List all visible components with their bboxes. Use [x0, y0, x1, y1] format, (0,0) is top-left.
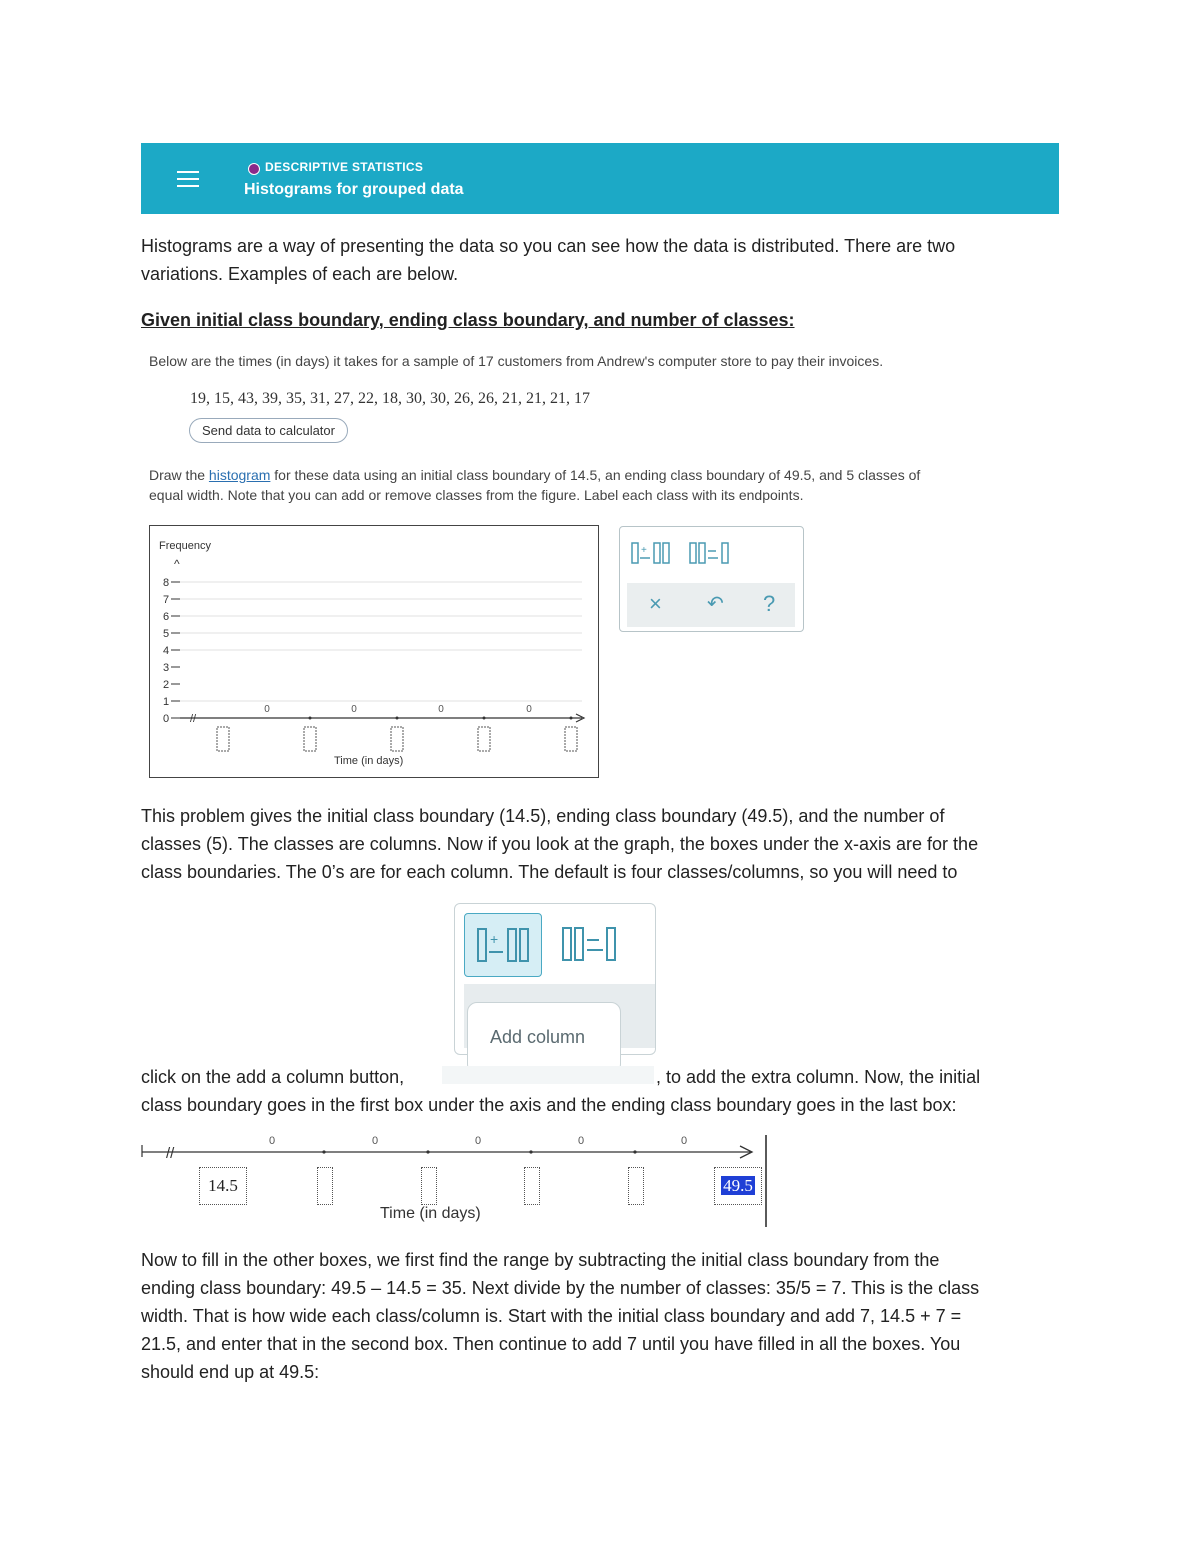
last-boundary-box[interactable] — [714, 1167, 762, 1205]
boundary-dot — [322, 1150, 325, 1153]
topic-banner — [141, 143, 1059, 214]
boundary-box[interactable] — [628, 1167, 644, 1205]
boundary-box[interactable] — [391, 727, 403, 751]
y-tick-label: 0 — [163, 713, 170, 725]
column-value: 0 — [264, 704, 270, 715]
final-line-5: should end up at 49.5: — [141, 1362, 320, 1382]
problem-prompt: Below are the times (in days) it takes for a sample of 17 customers from Andrew's computer store to pay their invoices. — [149, 353, 884, 369]
histogram-link[interactable]: histogram — [208, 467, 271, 483]
section-heading: Given initial class boundary, ending class boundary, and number of classes: — [141, 310, 795, 330]
final-line-4: 21.5, and enter that in the second box. Then continue to add 7 until you have filled in all the boxes. You — [141, 1334, 961, 1354]
first-boundary-box[interactable]: 14.5 — [199, 1167, 247, 1205]
column-value: 0 — [351, 704, 357, 715]
button-image-placeholder — [442, 1066, 654, 1084]
axis-break-icon: // — [190, 713, 197, 725]
tool-actions-row — [627, 583, 795, 627]
column-value: 0 — [438, 704, 444, 715]
problem-data: 19, 15, 43, 39, 35, 31, 27, 22, 18, 30, 30, 26, 26, 21, 21, 21, 17 — [190, 390, 590, 407]
remove-column-icon[interactable] — [688, 539, 736, 567]
add-column-icon[interactable] — [630, 539, 678, 567]
column-value: 0 — [577, 1135, 585, 1147]
explanation-line-1: This problem gives the initial class boundary (14.5), ending class boundary (49.5), and the number of — [141, 806, 945, 826]
svg-text:+: + — [641, 545, 647, 556]
boundary-box[interactable] — [304, 727, 316, 751]
svg-text:+: + — [490, 931, 499, 947]
final-line-2: ending class boundary: 49.5 – 14.5 = 35. Next divide by the number of classes: 35/5 = 7. This is the class — [141, 1278, 980, 1298]
click-line-before: click on the add a column button, — [141, 1067, 405, 1087]
column-value: 0 — [371, 1135, 379, 1147]
instruction-rest: for these data using an initial class boundary of 14.5, an ending class boundary of 49.5, and 5 classes of — [270, 467, 921, 483]
add-column-icon — [465, 914, 541, 976]
y-tick-label: 8 — [163, 577, 170, 589]
boundary-dot — [426, 1150, 429, 1153]
explanation-line-3: class boundaries. The 0’s are for each column. The default is four classes/columns, so you will need to — [141, 862, 958, 882]
add-column-tooltip-screenshot — [454, 903, 656, 1055]
remove-column-icon[interactable] — [555, 922, 625, 984]
y-tick-label: 6 — [163, 611, 170, 623]
boundary-dot — [570, 717, 573, 720]
instruction-prefix: Draw the — [149, 467, 209, 483]
undo-icon[interactable]: ↶ — [707, 593, 724, 615]
click-line-after: , to add the extra column. Now, the initial — [656, 1067, 981, 1087]
final-line-1: Now to fill in the other boxes, we first find the range by subtracting the initial class boundary from the — [141, 1250, 940, 1270]
column-value: 0 — [680, 1135, 688, 1147]
tooltip-label: Add column — [467, 1002, 621, 1074]
add-column-button[interactable] — [464, 913, 542, 977]
intro-line-1: Histograms are a way of presenting the data so you can see how the data is distributed. There are two — [141, 236, 956, 256]
click-line-2: class boundary goes in the first box under the axis and the ending class boundary goes in the last box: — [141, 1095, 957, 1115]
instruction-line-1 — [149, 467, 920, 483]
topic-title: Histograms for grouped data — [244, 181, 464, 198]
column-values — [264, 704, 532, 715]
y-ticks — [163, 577, 180, 725]
final-line-3: width. That is how wide each class/column is. Start with the initial class boundary and add 7, 14.5 + 7 = — [141, 1306, 962, 1326]
boundary-box[interactable] — [421, 1167, 437, 1205]
instruction-line-2: equal width. Note that you can add or remove classes from the figure. Label each class with its endpoints. — [149, 487, 804, 503]
boundary-box[interactable] — [565, 727, 577, 751]
help-icon[interactable]: ? — [763, 591, 776, 616]
intro-line-2: variations. Examples of each are below. — [141, 264, 459, 284]
boundary-box[interactable] — [217, 727, 229, 751]
boundary-box[interactable] — [478, 727, 490, 751]
y-tick-label: 2 — [163, 679, 170, 691]
boundary-dot — [309, 717, 312, 720]
topic-dot-icon — [248, 163, 260, 175]
last-boundary-value: 49.5 — [723, 1176, 753, 1195]
y-tick-label: 1 — [163, 696, 170, 708]
y-tick-label: 4 — [163, 645, 170, 657]
boundary-box[interactable] — [317, 1167, 333, 1205]
column-value: 0 — [526, 704, 532, 715]
column-value: 0 — [268, 1135, 276, 1147]
boundary-dot — [529, 1150, 532, 1153]
boundary-dot — [396, 717, 399, 720]
clear-icon[interactable]: × — [649, 591, 662, 616]
boundary-boxes — [217, 717, 577, 752]
y-tick-label: 7 — [163, 594, 170, 606]
y-tick-label: 5 — [163, 628, 170, 640]
boundary-box[interactable] — [524, 1167, 540, 1205]
y-axis-label: Frequency — [159, 540, 211, 552]
column-value: 0 — [474, 1135, 482, 1147]
send-data-button[interactable]: Send data to calculator — [189, 418, 348, 443]
x-axis-label: Time (in days) — [334, 755, 404, 767]
histogram-graph[interactable] — [149, 525, 599, 778]
y-tick-label: 3 — [163, 662, 170, 674]
x-axis-label: Time (in days) — [380, 1205, 481, 1222]
boundary-dot — [633, 1150, 636, 1153]
grid-lines — [180, 582, 582, 701]
axis-break-icon: // — [166, 1145, 175, 1162]
y-axis-arrow-icon: ^ — [174, 557, 180, 571]
graph-tool-panel — [619, 526, 804, 632]
filled-axis-strip — [140, 1135, 770, 1230]
topic-kicker: DESCRIPTIVE STATISTICS — [265, 160, 424, 174]
boundary-dot — [483, 717, 486, 720]
menu-icon[interactable] — [177, 171, 199, 187]
strip-column-values — [269, 1135, 687, 1147]
explanation-line-2: classes (5). The classes are columns. Now if you look at the graph, the boxes under the x-axis are for the — [141, 834, 979, 854]
histogram-svg — [150, 526, 598, 777]
